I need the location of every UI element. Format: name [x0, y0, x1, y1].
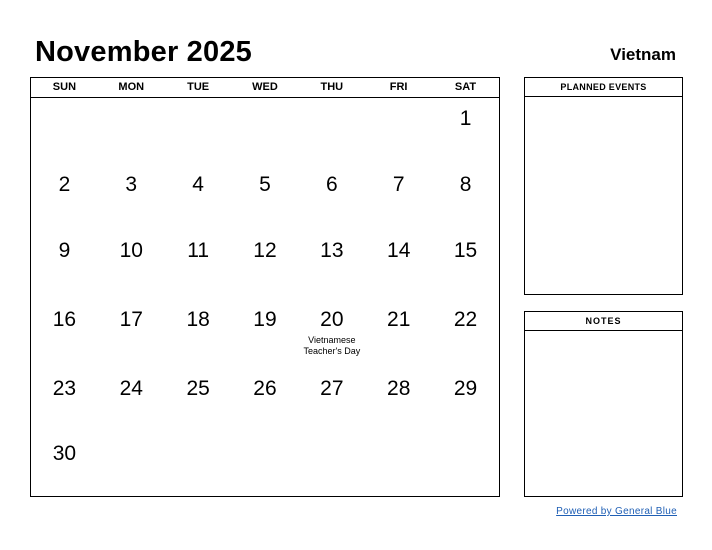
day-cell: [232, 172, 299, 198]
day-cell: [365, 238, 432, 264]
day-cell: [31, 238, 98, 264]
notes-heading: NOTES: [525, 312, 682, 331]
day-cell: [31, 376, 98, 402]
day-number: 21: [387, 308, 411, 331]
day-number: 14: [387, 239, 411, 262]
notes-panel: [524, 311, 683, 497]
weekday-thu: THU: [320, 81, 344, 93]
day-number: 11: [187, 239, 210, 262]
day-number: 16: [52, 308, 77, 331]
day-number: 13: [320, 239, 344, 262]
day-cell: [432, 376, 499, 402]
day-cell: [232, 376, 299, 402]
day-number: 7: [392, 173, 405, 196]
day-number: 30: [52, 442, 77, 465]
weekday-wed: WED: [252, 81, 278, 93]
day-cell: [31, 172, 98, 198]
day-cell: [98, 376, 165, 402]
day-cell: [432, 172, 499, 198]
page-title: November 2025: [35, 36, 252, 68]
country-label: Vietnam: [610, 45, 676, 64]
day-number: 9: [58, 239, 71, 262]
day-number: 17: [119, 308, 143, 331]
day-number: 15: [453, 239, 478, 262]
day-number: 6: [326, 173, 338, 196]
day-cell: [98, 172, 165, 198]
day-cell: [165, 172, 232, 198]
day-number: 27: [320, 377, 344, 400]
day-cell: [432, 106, 499, 132]
day-cell: [98, 307, 165, 333]
day-cell: [298, 172, 365, 198]
day-number: 4: [192, 173, 204, 196]
day-number: 29: [453, 377, 478, 400]
holiday-label: Vietnamese Teacher's Day: [303, 335, 361, 356]
day-number: 24: [119, 377, 143, 400]
day-cell: [31, 441, 98, 467]
weekday-mon: MON: [118, 81, 145, 93]
day-number: 5: [259, 173, 271, 196]
day-cell: [432, 238, 499, 264]
powered-by-link[interactable]: Powered by General Blue: [556, 506, 677, 517]
day-number: 25: [186, 377, 210, 400]
weekday-fri: FRI: [389, 81, 408, 93]
day-cell: [165, 238, 232, 264]
day-cell: [31, 307, 98, 333]
day-number: 2: [58, 173, 71, 196]
weekday-header: [31, 78, 499, 98]
day-cell: [165, 307, 232, 333]
day-cell: [298, 376, 365, 402]
day-number: 20: [320, 308, 344, 331]
day-cell: [232, 307, 299, 333]
day-grid: [31, 98, 499, 496]
day-cell: [365, 376, 432, 402]
day-number: 28: [387, 377, 411, 400]
day-cell: [165, 376, 232, 402]
day-cell: [365, 172, 432, 198]
day-number: 1: [459, 107, 472, 130]
day-cell: [365, 307, 432, 333]
month-calendar: [30, 77, 500, 497]
day-cell: [98, 238, 165, 264]
day-number: 12: [253, 239, 277, 262]
day-number: 19: [253, 308, 277, 331]
day-number: 18: [186, 308, 210, 331]
planned-events-panel: [524, 77, 683, 295]
day-number: 26: [253, 377, 277, 400]
day-cell: [232, 238, 299, 264]
day-cell: [432, 307, 499, 333]
planned-events-heading: PLANNED EVENTS: [525, 78, 682, 97]
weekday-sun: SUN: [52, 81, 77, 93]
day-number: 23: [52, 377, 77, 400]
weekday-tue: TUE: [187, 81, 210, 93]
day-number: 8: [459, 173, 472, 196]
day-number: 10: [119, 239, 143, 262]
day-cell: [298, 238, 365, 264]
day-number: 22: [453, 308, 478, 331]
weekday-sat: SAT: [454, 81, 477, 93]
day-number: 3: [125, 173, 138, 196]
day-cell: [298, 307, 365, 357]
